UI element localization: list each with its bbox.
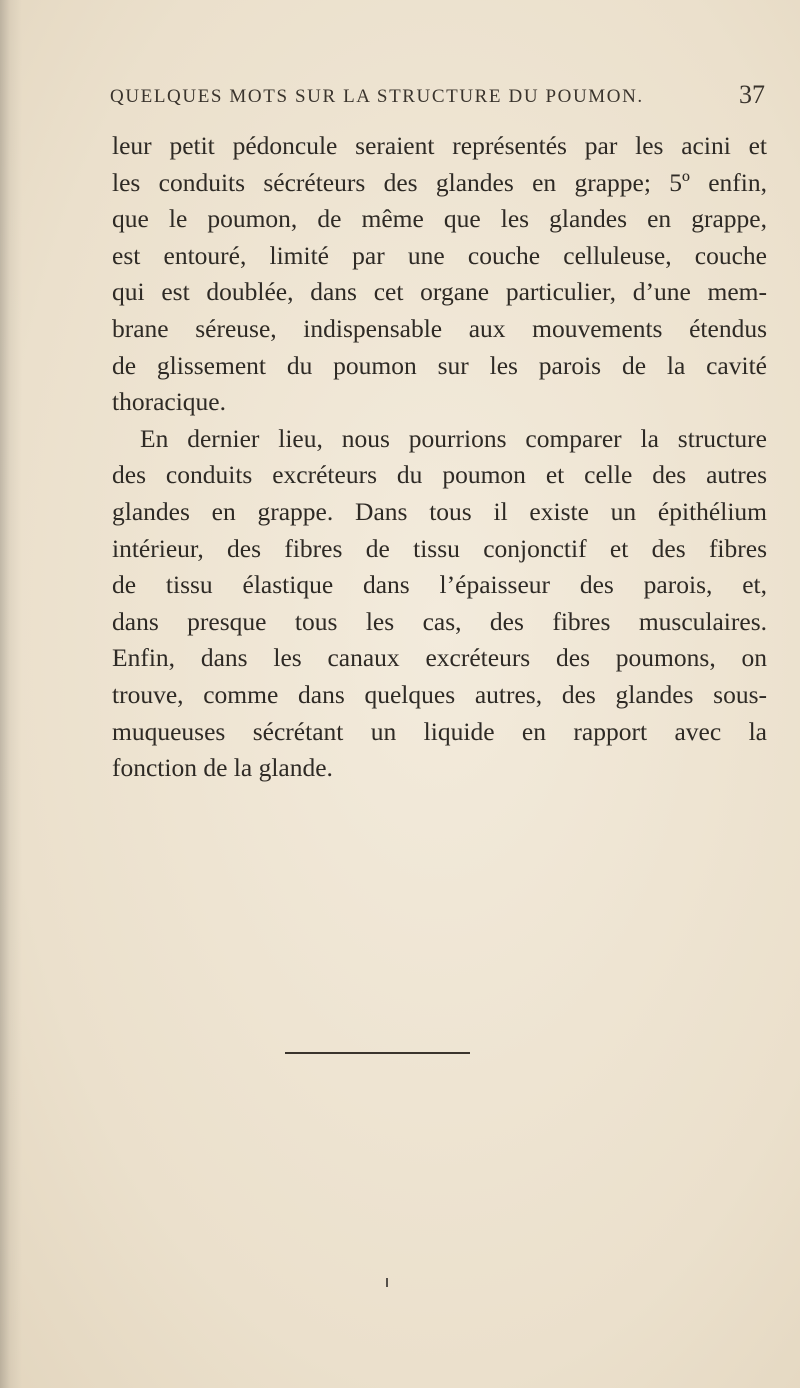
text-line: thoracique. (112, 387, 226, 417)
text-line: muqueuses sécrétant un liquide en rapport avec la (112, 716, 767, 746)
text-line: trouve, comme dans quelques autres, des glandes sous- (112, 679, 767, 709)
text-line: Enfin, dans les canaux excréteurs des poumons, on (112, 643, 767, 673)
running-title: QUELQUES MOTS SUR LA STRUCTURE DU POUMON. (110, 86, 644, 107)
page-number: 37 (739, 80, 765, 109)
text-line: dans presque tous les cas, des fibres musculaires. (112, 606, 767, 636)
text-line: qui est doublée, dans cet organe particulier, d’une mem- (112, 277, 767, 307)
text-line: intérieur, des fibres de tissu conjonctif et des fibres (112, 533, 767, 563)
text-line: de tissu élastique dans l’épaisseur des parois, et, (112, 570, 767, 600)
text-line: glandes en grappe. Dans tous il existe un épithélium (112, 496, 767, 526)
body-text (112, 128, 767, 787)
running-head (110, 80, 765, 110)
text-line: de glissement du poumon sur les parois de la cavité (112, 350, 767, 380)
text-line: les conduits sécréteurs des glandes en grappe; 5º enfin, (112, 167, 767, 197)
text-line: brane séreuse, indispensable aux mouvements étendus (112, 313, 767, 343)
text-line: fonction de la glande. (112, 753, 333, 783)
paragraph-start-line: En dernier lieu, nous pourrions comparer la structure (140, 423, 767, 453)
section-rule (285, 1052, 470, 1054)
text-line: est entouré, limité par une couche celluleuse, couche (112, 240, 767, 270)
text-line: leur petit pédoncule seraient représentés par les acini et (112, 131, 767, 160)
text-line: que le poumon, de même que les glandes en grappe, (112, 204, 767, 234)
print-speck (386, 1278, 388, 1287)
text-line: des conduits excréteurs du poumon et celle des autres (112, 460, 767, 490)
